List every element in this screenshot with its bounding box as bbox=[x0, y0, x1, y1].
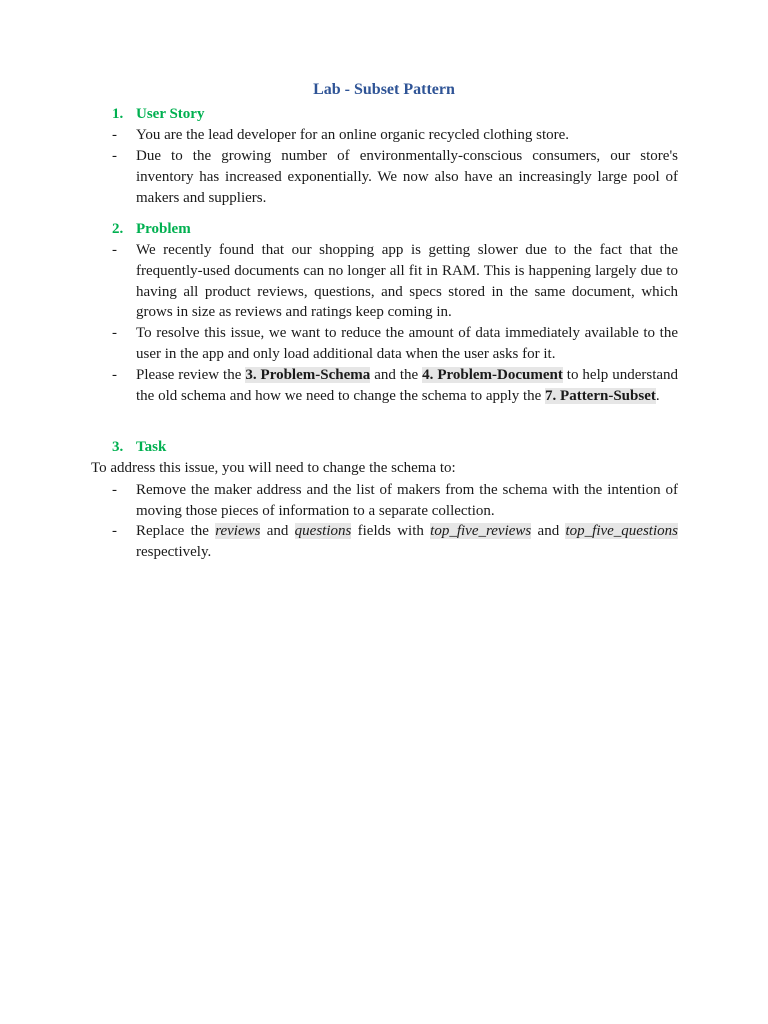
field-questions: questions bbox=[294, 523, 352, 539]
section-number: 3. bbox=[112, 439, 124, 455]
field-reviews: reviews bbox=[215, 523, 261, 539]
section-heading-task bbox=[112, 437, 166, 457]
list-item-text: Remove the maker address and the list of makers from the schema with the intention of moving those pieces of information to a separate collection. bbox=[136, 482, 678, 519]
list-item-text: Replace the reviews and questions fields with top_five_reviews and top_five_questions respectively. bbox=[136, 523, 678, 560]
bullet-dash: - bbox=[112, 482, 117, 498]
list-item bbox=[112, 480, 678, 522]
section-title: User Story bbox=[136, 106, 205, 122]
list-item-text: Due to the growing number of environmentally-conscious consumers, our store's inventory has increased exponentially. We now also have an increasingly large pool of makers and suppliers. bbox=[136, 148, 678, 206]
list-item bbox=[112, 146, 678, 208]
section-number: 1. bbox=[112, 106, 124, 122]
list-item bbox=[112, 323, 678, 365]
section-title: Problem bbox=[136, 221, 191, 237]
bullet-dash: - bbox=[112, 242, 117, 258]
task-intro: To address this issue, you will need to change the schema to: bbox=[91, 460, 456, 476]
reference-problem-document: 4. Problem-Document bbox=[422, 367, 563, 383]
bullet-dash: - bbox=[112, 367, 117, 383]
list-item-text: To resolve this issue, we want to reduce the amount of data immediately available to the user in the app and only load additional data when the user asks for it. bbox=[136, 325, 678, 362]
field-top-five-questions: top_five_questions bbox=[565, 523, 678, 539]
list-item-text: Please review the 3. Problem-Schema and the 4. Problem-Document to help understand the old schema and how we need to change the schema to apply the 7. Pattern-Subset. bbox=[136, 367, 679, 404]
list-item bbox=[112, 125, 678, 146]
list-item-text: We recently found that our shopping app is getting slower due to the fact that the frequently-used documents can no longer all fit in RAM. This is happening largely due to having all product reviews, questions, and specs stored in the same document, which grows in size as reviews and ratings keep coming in. bbox=[136, 242, 678, 321]
field-top-five-reviews: top_five_reviews bbox=[430, 523, 532, 539]
reference-problem-schema: 3. Problem-Schema bbox=[245, 367, 371, 383]
list-item bbox=[112, 521, 678, 563]
list-item bbox=[112, 365, 678, 407]
bullet-dash: - bbox=[112, 148, 117, 164]
section-heading-user-story bbox=[112, 104, 204, 124]
section-number: 2. bbox=[112, 221, 124, 237]
section-title: Task bbox=[136, 439, 167, 455]
bullet-dash: - bbox=[112, 523, 117, 539]
bullet-dash: - bbox=[112, 325, 117, 341]
list-item-text: You are the lead developer for an online organic recycled clothing store. bbox=[136, 127, 570, 143]
section-heading-problem bbox=[112, 219, 191, 239]
list-item bbox=[112, 240, 678, 323]
page-title: Lab - Subset Pattern bbox=[313, 81, 455, 98]
reference-pattern-subset: 7. Pattern-Subset bbox=[545, 387, 656, 404]
bullet-dash: - bbox=[112, 127, 117, 143]
